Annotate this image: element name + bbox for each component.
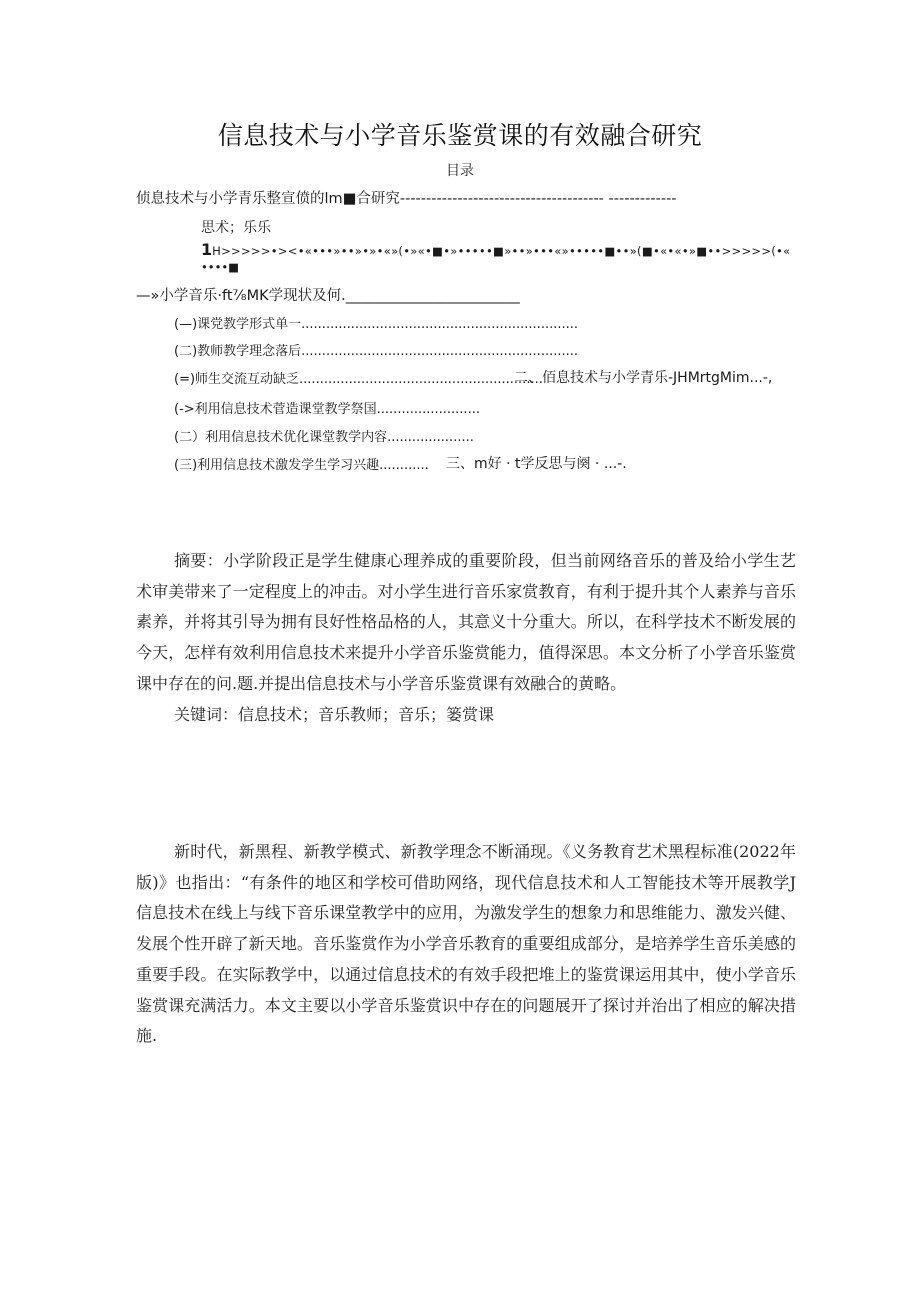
toc-entry-1-2[interactable]: (二)教师教学理念落后................................................................... <box>174 344 579 359</box>
abstract-paragraph: 摘要：小学阶段正是学生健康心理养成的重要阶段，但当前网络音乐的普及给小学生艺术审美带来了一定程度上的冲击。对小学生进行音乐家赏教育，有利于提升其个人素养与音乐素养，并将其引导为拥有艮好性格品格的人，其意义十分重大。所以，在科学技术不断发展的今天，怎样有效利用信息技术来提升小学音乐鉴赏能力，值得深思。本文分析了小学音乐鉴赏课中存在的问.题.并提出信息技术与小学音乐鉴赏课有效融合的黄略。 <box>136 551 796 693</box>
toc-entry-2-2[interactable]: (二）利用信息技术优化课堂教学内容..................... <box>174 430 474 445</box>
toc-entry-section-one[interactable]: —»小学音乐·ft⅞MK学现状及何.________________________ <box>136 288 520 304</box>
toc-entry-2-1[interactable]: (->利用信息技术菅造课堂教学祭国......................... <box>174 402 480 417</box>
toc-entry-1-3[interactable]: (=)师生交流互动缺乏........................................................... <box>174 372 543 387</box>
toc-heading: 目录 <box>446 163 474 179</box>
toc-entry-section-three[interactable]: 三、m好 · t学反思与阕 · ...-. <box>446 456 627 472</box>
document-title: 信息技术与小学音乐鉴赏课的有效融合研究 <box>217 121 703 150</box>
body-section <box>136 837 796 1052</box>
toc-entry-intro-number: 1 <box>201 240 213 259</box>
toc-entry-intro-continued: ••••■ <box>201 260 239 274</box>
intro-paragraph: 新时代，新黑程、新教学模式、新教学理念不断涌现。《义务教育艺术黑程标准(2022年版)》也指出：“有条件的地区和学校可借助网络，现代信息技术和人工智能技术等开展教学J信息技术在线上与线下音乐课堂教学中的应用，为激发学生的想象力和思维能力、激发兴健、发展个性开辟了新天地。音乐鉴赏作为小学音乐教育的重要组成部分，是培养学生音乐美感的重要手段。在实际教学中，以通过信息技术的有效手段把堆上的鉴赏课运用其中，使小学音乐鉴赏课充满活力。本文主要以小学音乐鉴赏识中存在的问题展开了探讨并治出了相应的解决措施. <box>136 842 796 1046</box>
toc-entry-intro-filler: H>>>>>•><•«•••»••»•»•«»(•»«•■•»•••••■»••»•••«»•••••■••»(■•«•«•»■••>>>>>(•« <box>212 244 791 258</box>
abstract-section <box>136 546 796 730</box>
keywords-line: 关键词：信息技术；音乐教师；音乐；篓赏课 <box>174 704 495 724</box>
toc-entry-2-3[interactable]: (三)利用信息技术激发学生学习兴趣............ <box>174 458 429 473</box>
toc-entry-intro[interactable] <box>201 240 790 259</box>
toc-entry-keywords[interactable]: 思术；乐乐 <box>201 220 271 236</box>
toc-entry-section-two[interactable]: 二、佰息技术与小学青乐-JHMrtgMim...-, <box>514 370 773 386</box>
toc-entry-1-1[interactable]: (—)课党教学形式单一................................................................... <box>174 317 579 332</box>
toc-entry-title[interactable]: 侦息技术与小学青乐整宣偾的lm■合研究--------------------------------------- ------------- <box>136 191 677 207</box>
